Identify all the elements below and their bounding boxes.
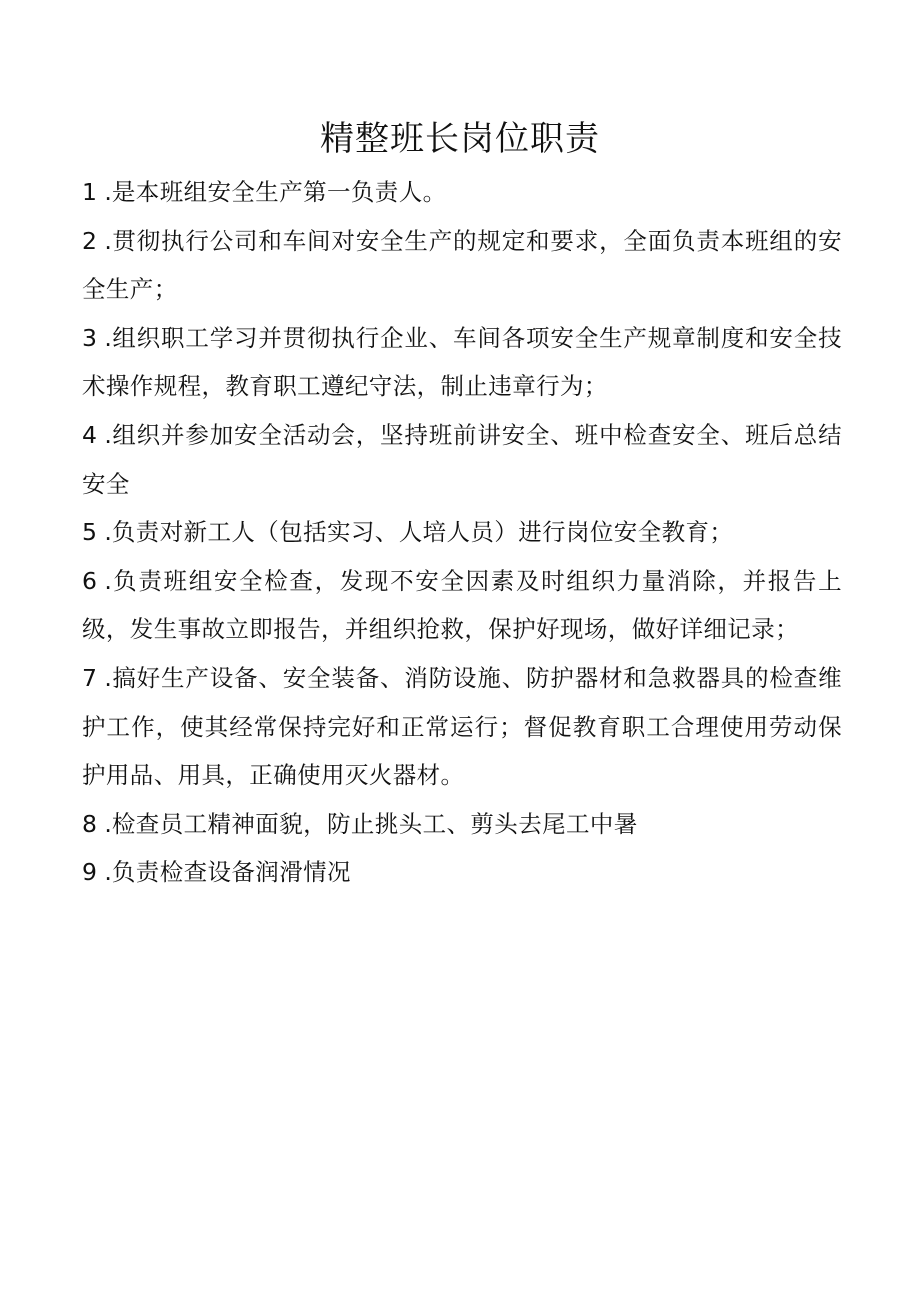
list-item (82, 654, 842, 800)
item-text: 负责班组安全检查，发现不安全因素及时组织力量消除，并报告上级，发生事故立即报告，并组织抢救，保护好现场，做好详细记录； (82, 566, 842, 644)
item-number: 9 . (82, 858, 112, 887)
item-text: 负责对新工人（包括实习、人培人员）进行岗位安全教育； (111, 518, 734, 547)
list-item (82, 314, 842, 411)
item-text: 负责检查设备润滑情况 (111, 858, 351, 887)
list-item (82, 508, 842, 557)
item-number: 1 . (82, 178, 112, 206)
item-text: 贯彻执行公司和车间对安全生产的规定和要求，全面负责本班组的安全生产； (82, 226, 842, 304)
item-number: 2 . (82, 226, 112, 255)
item-text: 搞好生产设备、安全装备、消防设施、防护器材和急救器具的检查维护工作，使其经常保持完好和正常运行；督促教育职工合理使用劳动保护用品、用具，正确使用灭火器材。 (82, 663, 842, 790)
item-number: 3 . (82, 323, 112, 352)
duty-list (82, 168, 842, 897)
item-text: 组织职工学习并贯彻执行企业、车间各项安全生产规章制度和安全技术操作规程，教育职工遵纪守法，制止违章行为； (82, 323, 842, 401)
item-text: 是本班组安全生产第一负责人。 (111, 178, 447, 206)
list-item (82, 217, 842, 314)
page-title: 精整班长岗位职责 (320, 119, 600, 159)
item-number: 4 . (82, 420, 112, 449)
item-number: 6 . (82, 566, 112, 595)
list-item (82, 557, 842, 654)
item-text: 组织并参加安全活动会，坚持班前讲安全、班中检查安全、班后总结安全 (82, 420, 842, 498)
list-item (82, 848, 842, 897)
item-number: 8 . (82, 809, 112, 838)
list-item (82, 800, 842, 849)
item-number: 7 . (82, 663, 112, 692)
list-item (82, 168, 842, 217)
item-number: 5 . (82, 518, 112, 547)
list-item (82, 411, 842, 508)
item-text: 检查员工精神面貌，防止挑头工、剪头去尾工中暑 (111, 809, 638, 838)
